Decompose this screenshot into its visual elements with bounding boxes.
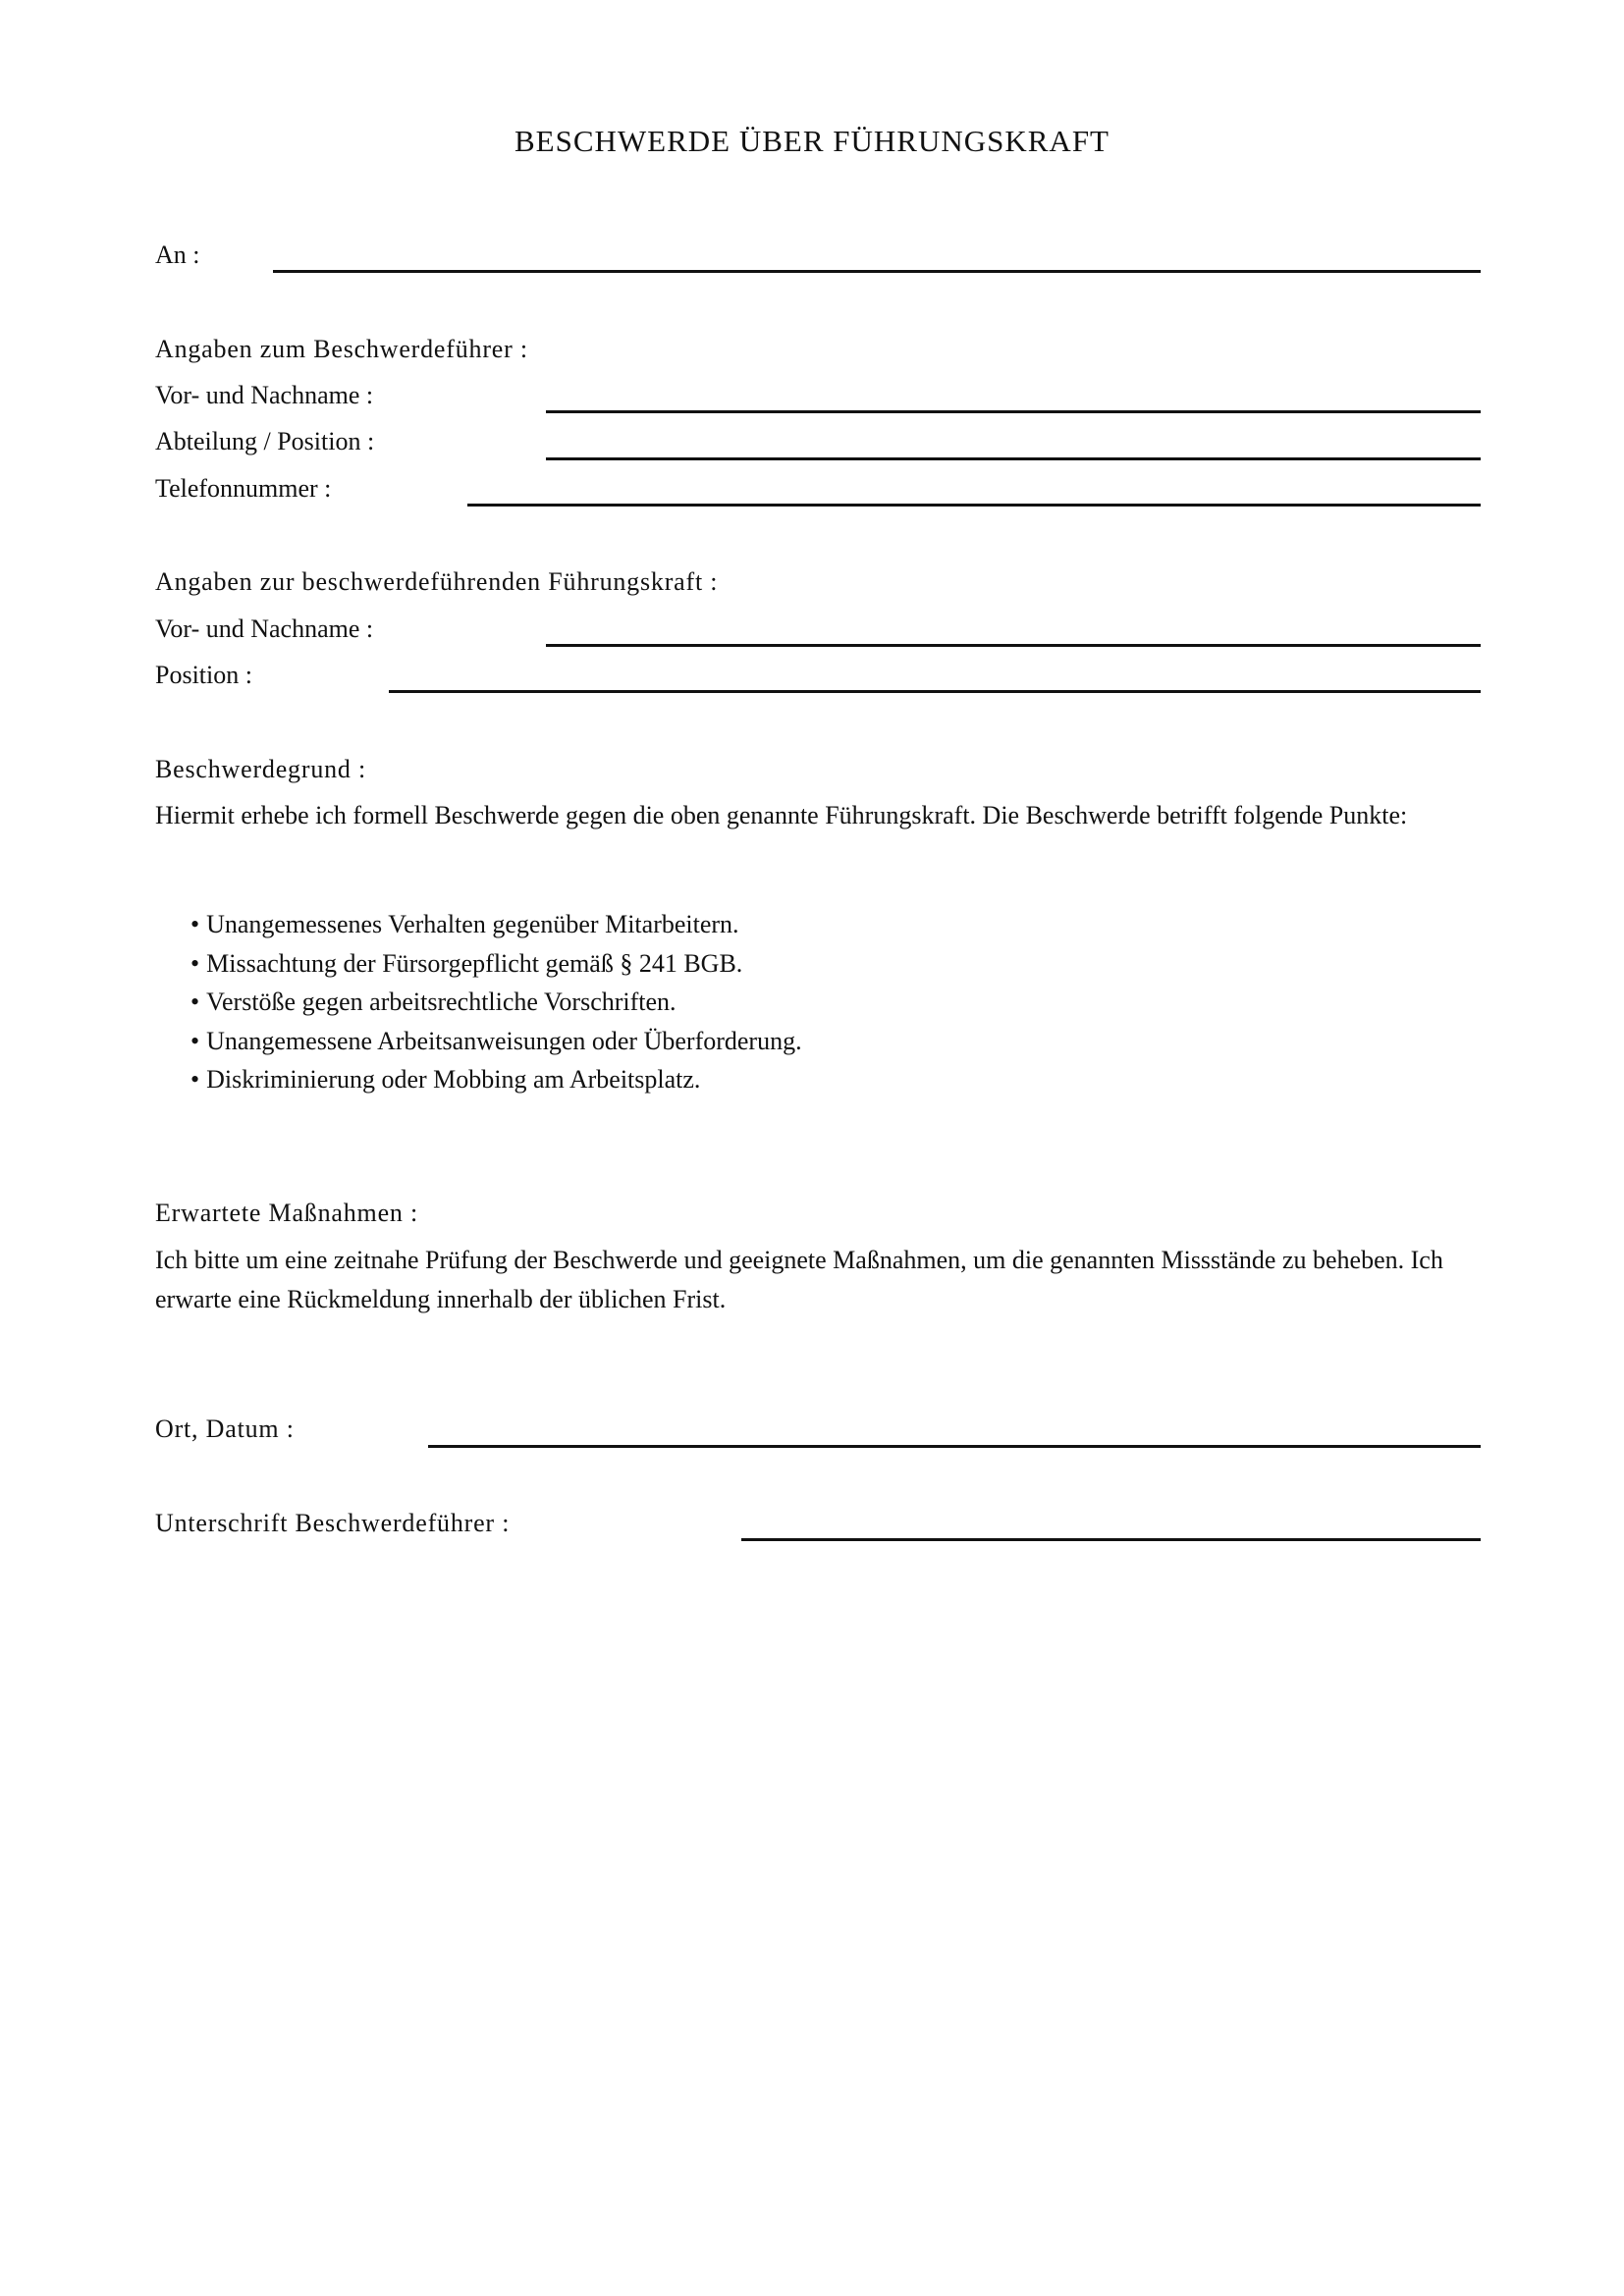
reason-item-text: Missachtung der Fürsorgepflicht gemäß § 241 BGB. xyxy=(206,948,743,978)
list-item xyxy=(190,1022,802,1061)
place-date-label: Ort, Datum : xyxy=(155,1415,295,1443)
bullet-icon: • xyxy=(190,1026,200,1055)
recipient-line[interactable] xyxy=(273,270,1481,273)
bullet-icon: • xyxy=(190,910,200,938)
complainant-name-label: Vor- und Nachname : xyxy=(155,381,374,409)
manager-name-label: Vor- und Nachname : xyxy=(155,614,374,643)
bullet-icon: • xyxy=(190,1065,200,1094)
complainant-department-line[interactable] xyxy=(546,457,1481,460)
reason-item-text: Verstöße gegen arbeitsrechtliche Vorschriften. xyxy=(206,988,677,1016)
signature-label: Unterschrift Beschwerdeführer : xyxy=(155,1509,511,1537)
complainant-phone-label: Telefonnummer : xyxy=(155,474,332,503)
complainant-name-line[interactable] xyxy=(546,410,1481,413)
measures-text: Ich bitte um eine zeitnahe Prüfung der Beschwerde und geeignete Maßnahmen, um die genannten Missstände zu beheben. Ich erwarte eine Rückmeldung innerhalb der üblichen Frist. xyxy=(155,1246,1443,1313)
reason-intro: Hiermit erhebe ich formell Beschwerde gegen die oben genannte Führungskraft. Die Beschwerde betrifft folgende Punkte: xyxy=(155,801,1408,829)
list-item xyxy=(190,944,802,984)
manager-position-line[interactable] xyxy=(389,690,1481,693)
list-item xyxy=(190,983,802,1022)
complainant-heading: Angaben zum Beschwerdeführer : xyxy=(155,335,528,363)
manager-name-line[interactable] xyxy=(546,644,1481,647)
measures-heading: Erwartete Maßnahmen : xyxy=(155,1199,419,1227)
manager-heading: Angaben zur beschwerdeführenden Führungskraft : xyxy=(155,567,719,596)
signature-line[interactable] xyxy=(741,1538,1481,1541)
reason-list xyxy=(190,905,802,1099)
place-date-line[interactable] xyxy=(428,1445,1481,1448)
manager-position-label: Position : xyxy=(155,661,252,689)
complainant-department-label: Abteilung / Position : xyxy=(155,427,375,455)
list-item xyxy=(190,905,802,944)
list-item xyxy=(190,1060,802,1099)
reason-heading: Beschwerdegrund : xyxy=(155,755,367,783)
reason-item-text: Diskriminierung oder Mobbing am Arbeitsplatz. xyxy=(206,1065,701,1094)
recipient-label: An : xyxy=(155,240,200,269)
document-title: BESCHWERDE ÜBER FÜHRUNGSKRAFT xyxy=(514,124,1110,158)
bullet-icon: • xyxy=(190,948,200,978)
complainant-phone-line[interactable] xyxy=(467,504,1481,507)
bullet-icon: • xyxy=(190,988,200,1016)
reason-item-text: Unangemessenes Verhalten gegenüber Mitarbeitern. xyxy=(206,910,739,938)
reason-item-text: Unangemessene Arbeitsanweisungen oder Überforderung. xyxy=(206,1026,802,1055)
